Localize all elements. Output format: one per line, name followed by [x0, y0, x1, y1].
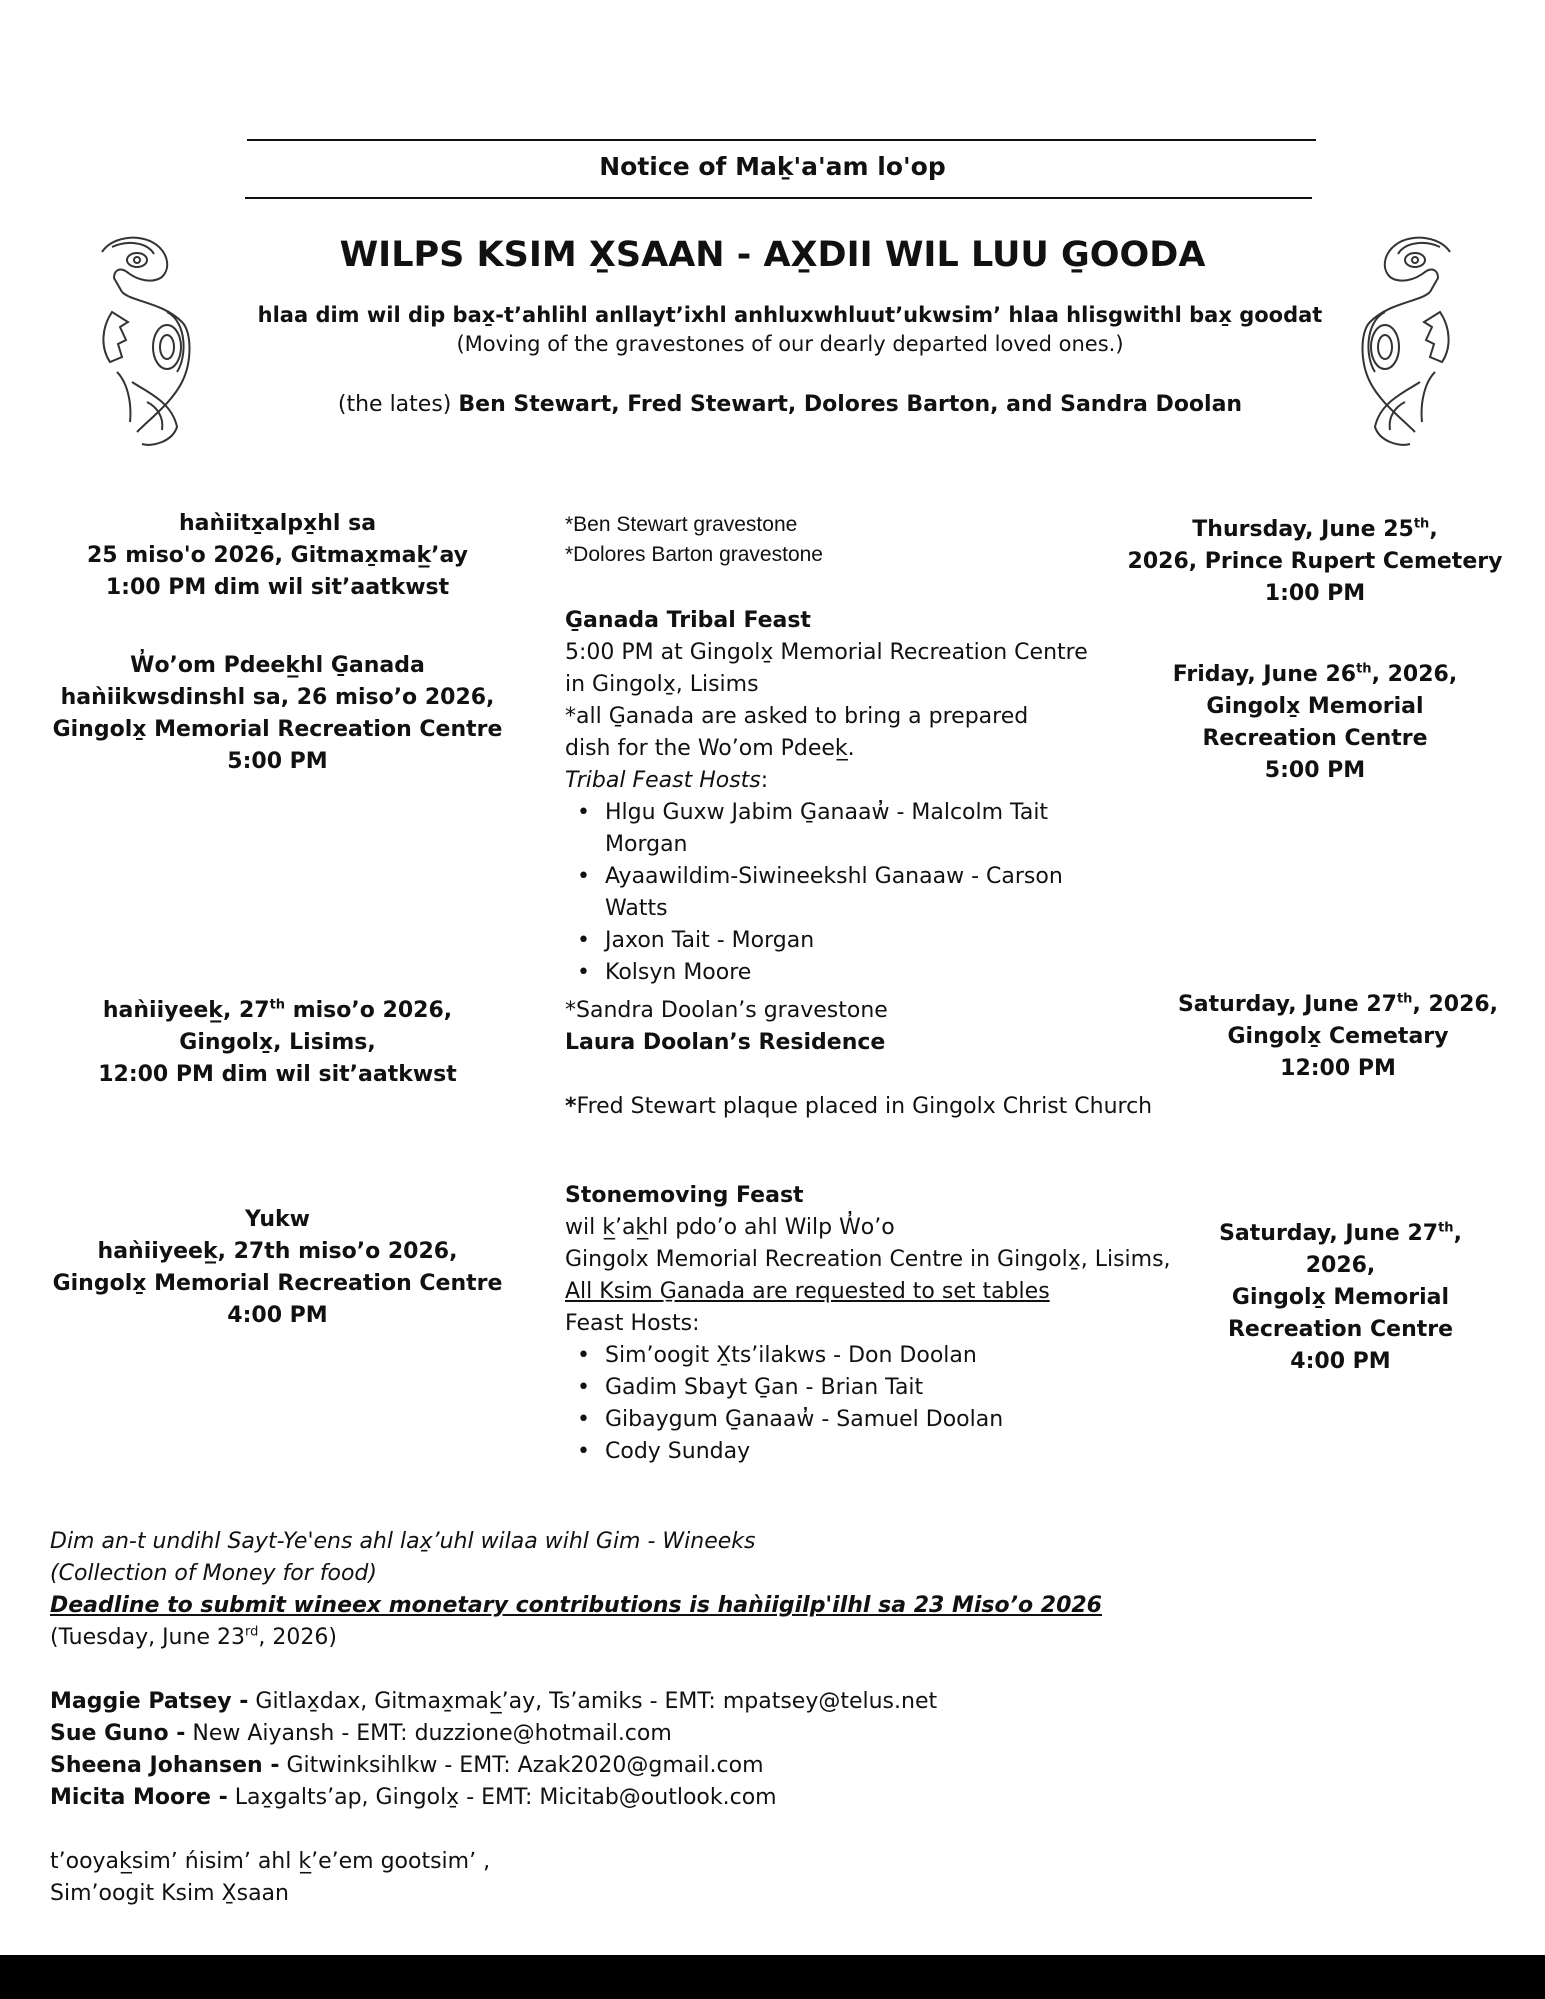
event1-mid	[565, 510, 1215, 570]
event3-left	[40, 995, 515, 1091]
event2-left-line: W̓o’om Pdeek̲hl G̱anada	[130, 653, 425, 678]
event1-mid-line: *Dolores Barton gravestone	[565, 543, 823, 566]
event2-mid-line: dish for the Wo’om Pdeek̲.	[565, 736, 855, 761]
list-item: • Hlgu Guxw Jabim G̱anaaw̓ - Malcolm Tait Morgan	[565, 797, 1125, 861]
event2-right-place: Recreation Centre	[1202, 726, 1428, 751]
page-bottom-bar	[0, 1955, 1545, 1999]
event2-left-line: haǹiikwsdinshl sa, 26 miso’o 2026,	[60, 685, 495, 710]
footer-deadline: Deadline to submit wineex monetary contributions is haǹiigilp'ilhl sa 23 Miso’o 2026	[50, 1593, 1102, 1618]
event4-right-place: Recreation Centre	[1227, 1317, 1454, 1342]
event1-mid-line: *Ben Stewart gravestone	[565, 513, 798, 536]
event2-right-time: 5:00 PM	[1264, 758, 1366, 783]
event2-mid-line: 5:00 PM at Gingolx̱ Memorial Recreation Centre	[565, 640, 1088, 665]
event1-left-line: 1:00 PM dim wil sit’aatkwst	[105, 575, 450, 600]
event4-mid-tables-note: All Ksim G̱anada are requested to set tables	[565, 1279, 1050, 1304]
event3-mid	[565, 995, 1215, 1123]
event3-left-time: 12:00 PM dim wil sit’aatkwst	[98, 1062, 457, 1087]
contact-row: Micita Moore - Lax̱galts’ap, Gingolx̱ - EMT: Micitab@outlook.com	[50, 1785, 777, 1810]
event4-right-place: Gingolx̱ Memorial	[1231, 1285, 1450, 1310]
list-item: • Ayaawildim-Siwineekshl Ganaaw - Carson Watts	[565, 861, 1125, 925]
event3-mid-line: *Sandra Doolan’s gravestone	[565, 998, 888, 1023]
event2-hosts-list	[565, 797, 1125, 989]
lates-prefix: (the lates)	[337, 392, 452, 417]
notice-title: Notice of Maḵ'a'am lo'op	[599, 152, 946, 181]
event2-mid-title: G̱anada Tribal Feast	[565, 608, 811, 633]
event3-left-place: Gingolx̱, Lisims,	[179, 1030, 376, 1055]
event4-right-year: 2026,	[1305, 1253, 1376, 1278]
list-item: • Kolsyn Moore	[565, 957, 1125, 989]
contact-row: Sheena Johansen - Gitwinksihlkw - EMT: Azak2020@gmail.com	[50, 1753, 764, 1778]
footer-deadline-date: (Tuesday, June 23rd, 2026)	[50, 1624, 337, 1650]
event4-right	[1178, 1218, 1503, 1378]
contact-row: Maggie Patsey - Gitlax̱dax, Gitmax̱mak̲’ay, Ts’amiks - EMT: mpatsey@telus.net	[50, 1689, 938, 1714]
list-item: • Gibaygum G̱anaaw̓ - Samuel Doolan	[565, 1404, 1215, 1436]
event2-mid-line: *all G̱anada are asked to bring a prepared	[565, 704, 1029, 729]
event2-left-line: 5:00 PM	[227, 749, 328, 774]
event3-right	[1168, 989, 1508, 1085]
list-item: • Jaxon Tait - Morgan	[565, 925, 1125, 957]
list-item: • Cody Sunday	[565, 1436, 1215, 1468]
event4-right-time: 4:00 PM	[1290, 1349, 1391, 1374]
event4-hosts-list	[565, 1340, 1215, 1468]
event1-right-time: 1:00 PM	[1264, 581, 1366, 606]
contact-row: Sue Guno - New Aiyansh - EMT: duzzione@hotmail.com	[50, 1721, 672, 1746]
lates-names: Ben Stewart, Fred Stewart, Dolores Barton, and Sandra Doolan	[458, 392, 1243, 417]
event1-left	[40, 508, 515, 604]
event2-right-date: Friday, June 26th, 2026,	[1172, 661, 1458, 687]
subtitle-english: (Moving of the gravestones of our dearly departed loved ones.)	[456, 332, 1124, 356]
list-item: • Sim’oogit X̱ts’ilakws - Don Doolan	[565, 1340, 1215, 1372]
event2-left-line: Gingolx̱ Memorial Recreation Centre	[52, 717, 503, 742]
event4-right-date: Saturday, June 27th,	[1219, 1220, 1462, 1246]
event4-mid-line: wil k̲’ak̲hl pdo’o ahl Wilp W̓o’o	[565, 1215, 895, 1240]
footer-collection-english: (Collection of Money for food)	[50, 1561, 377, 1586]
event3-right-place: Gingolx̱ Cemetary	[1227, 1024, 1449, 1049]
event1-left-line: 25 miso'o 2026, Gitmax̱mak̲’ay	[86, 543, 469, 568]
event2-mid-line: in Gingolx̱, Lisims	[565, 672, 759, 697]
event1-right-place: 2026, Prince Rupert Cemetery	[1127, 549, 1503, 574]
event3-left-date: haǹiiyeek̲, 27th miso’o 2026,	[102, 997, 453, 1023]
event4-left-line: Gingolx̱ Memorial Recreation Centre	[52, 1271, 503, 1296]
lates-line	[250, 392, 1330, 417]
top-rule	[247, 139, 1316, 141]
event4-left	[40, 1204, 515, 1332]
event2-left	[40, 650, 515, 778]
event1-right-date: Thursday, June 25th,	[1192, 516, 1438, 542]
footer-collection-line: Dim an-t undihl Sayt-Ye'ens ahl lax̱’uhl wilaa wihl Gim - Wineeks	[50, 1529, 756, 1554]
main-title: WILPS KSIM X̱SAAN - AX̱DII WIL LUU G̱OODA	[339, 235, 1206, 275]
notice-bottom-rule	[245, 197, 1312, 199]
event2-mid	[565, 605, 1215, 989]
event4-hosts-label: Feast Hosts:	[565, 1311, 700, 1336]
event2-right-place: Gingolx̱ Memorial	[1206, 694, 1424, 719]
event2-right	[1120, 659, 1510, 787]
event4-mid	[565, 1180, 1215, 1468]
event3-mid-plaque: *Fred Stewart plaque placed in Gingolx Christ Church	[565, 1094, 1153, 1119]
event1-left-line: haǹiitx̱alpx̱hl sa	[178, 511, 377, 536]
event4-mid-title: Stonemoving Feast	[565, 1183, 804, 1208]
event3-mid-residence: Laura Doolan’s Residence	[565, 1030, 886, 1055]
event4-left-line: Yukw	[245, 1207, 310, 1232]
event1-right	[1120, 514, 1510, 610]
event4-left-line: 4:00 PM	[227, 1303, 328, 1328]
event3-right-date: Saturday, June 27th, 2026,	[1177, 991, 1499, 1017]
subtitle-nisgaa: hlaa dim wil dip bax̱-t’ahlihl anllayt’ixhl anhluxwhluut’ukwsim’ hlaa hlisgwithl bax̱ goodat	[257, 303, 1323, 327]
event3-right-time: 12:00 PM	[1280, 1056, 1396, 1081]
footer	[50, 1526, 1150, 1910]
list-item: • Gadim Sbayt G̱an - Brian Tait	[565, 1372, 1215, 1404]
event4-left-line: haǹiiyeek̲, 27th miso’o 2026,	[97, 1239, 458, 1264]
closing-signature: Sim’oogit Ksim X̱saan	[50, 1881, 289, 1906]
event2-hosts-label: Tribal Feast Hosts:	[565, 768, 769, 793]
closing-line: t’ooyak̲simʼ ńisimʼ ahl k̲’e’em gootsimʼ ,	[50, 1849, 491, 1874]
event4-mid-line: Gingolx Memorial Recreation Centre in Gingolx̱, Lisims,	[565, 1247, 1171, 1272]
